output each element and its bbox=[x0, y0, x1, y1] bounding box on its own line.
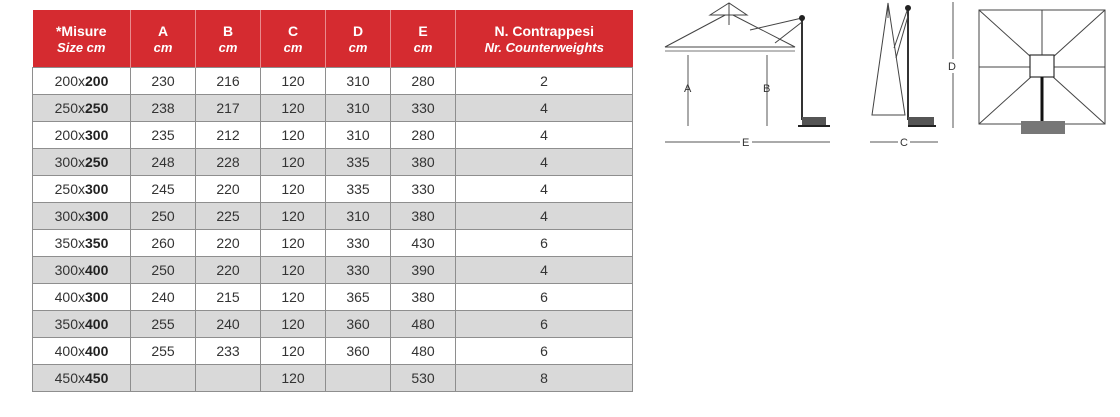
size-spec-table bbox=[32, 10, 633, 392]
dimension-label-b: B bbox=[763, 83, 771, 95]
column-header-a bbox=[131, 11, 196, 68]
table-row bbox=[33, 230, 633, 257]
cell-c: 120 bbox=[261, 68, 326, 95]
column-header-unit: cm bbox=[413, 39, 433, 55]
cell-d: 310 bbox=[326, 68, 391, 95]
cell-n: 4 bbox=[456, 176, 633, 203]
column-header-counterweights bbox=[456, 11, 633, 68]
cell-e: 380 bbox=[391, 203, 456, 230]
cell-a bbox=[131, 365, 196, 392]
cell-a: 235 bbox=[131, 122, 196, 149]
table-row bbox=[33, 122, 633, 149]
cell-n: 6 bbox=[456, 338, 633, 365]
cell-e: 280 bbox=[391, 122, 456, 149]
column-header-size bbox=[33, 11, 131, 68]
cell-a: 255 bbox=[131, 311, 196, 338]
size-height: 250 bbox=[85, 154, 109, 170]
size-width: 250x bbox=[54, 181, 85, 197]
table-row bbox=[33, 365, 633, 392]
dimension-label-d: D bbox=[948, 61, 956, 73]
cell-n: 4 bbox=[456, 257, 633, 284]
size-height: 200 bbox=[85, 73, 109, 89]
cell-c: 120 bbox=[261, 257, 326, 284]
table-row bbox=[33, 284, 633, 311]
cell-a: 245 bbox=[131, 176, 196, 203]
size-height: 300 bbox=[85, 181, 109, 197]
column-header-title: A bbox=[157, 22, 169, 39]
column-header-unit: cm bbox=[348, 39, 368, 55]
column-header-c bbox=[261, 11, 326, 68]
size-height: 400 bbox=[85, 262, 109, 278]
cell-e: 380 bbox=[391, 149, 456, 176]
column-header-b bbox=[196, 11, 261, 68]
cell-n: 4 bbox=[456, 95, 633, 122]
column-header-unit: cm bbox=[283, 39, 303, 55]
size-width: 400x bbox=[54, 289, 85, 305]
size-height: 350 bbox=[85, 235, 109, 251]
cell-b: 220 bbox=[196, 257, 261, 284]
cell-n: 8 bbox=[456, 365, 633, 392]
cell-b: 215 bbox=[196, 284, 261, 311]
size-cell bbox=[33, 176, 131, 203]
cell-a: 238 bbox=[131, 95, 196, 122]
size-cell bbox=[33, 365, 131, 392]
cell-c: 120 bbox=[261, 284, 326, 311]
cell-d bbox=[326, 365, 391, 392]
cell-e: 330 bbox=[391, 176, 456, 203]
size-width: 350x bbox=[54, 316, 85, 332]
column-header-title: E bbox=[418, 22, 428, 39]
counterweight-base bbox=[802, 117, 826, 126]
column-header-d bbox=[326, 11, 391, 68]
cell-n: 4 bbox=[456, 149, 633, 176]
cell-b: 217 bbox=[196, 95, 261, 122]
side-view-diagram bbox=[665, 3, 830, 142]
top-view-counterweight bbox=[1021, 121, 1065, 134]
size-width: 300x bbox=[54, 208, 85, 224]
size-cell bbox=[33, 68, 131, 95]
cell-b bbox=[196, 365, 261, 392]
size-cell bbox=[33, 95, 131, 122]
column-header-unit: cm bbox=[218, 39, 238, 55]
closed-view-diagram bbox=[870, 3, 938, 142]
cell-n: 4 bbox=[456, 203, 633, 230]
cell-c: 120 bbox=[261, 311, 326, 338]
size-height: 400 bbox=[85, 343, 109, 359]
cell-d: 310 bbox=[326, 95, 391, 122]
table-row bbox=[33, 203, 633, 230]
column-header-unit: Size cm bbox=[57, 39, 106, 55]
cell-c: 120 bbox=[261, 122, 326, 149]
cell-c: 120 bbox=[261, 230, 326, 257]
cell-a: 250 bbox=[131, 257, 196, 284]
cell-e: 430 bbox=[391, 230, 456, 257]
size-height: 300 bbox=[85, 127, 109, 143]
size-height: 300 bbox=[85, 289, 109, 305]
size-cell bbox=[33, 284, 131, 311]
cell-b: 220 bbox=[196, 230, 261, 257]
cell-d: 330 bbox=[326, 230, 391, 257]
cell-n: 4 bbox=[456, 122, 633, 149]
table-row bbox=[33, 176, 633, 203]
size-width: 300x bbox=[54, 262, 85, 278]
cell-e: 480 bbox=[391, 338, 456, 365]
size-cell bbox=[33, 203, 131, 230]
cell-e: 390 bbox=[391, 257, 456, 284]
size-cell bbox=[33, 257, 131, 284]
cell-d: 330 bbox=[326, 257, 391, 284]
size-width: 450x bbox=[54, 370, 85, 386]
column-header-e bbox=[391, 11, 456, 68]
table-row bbox=[33, 257, 633, 284]
cell-a: 255 bbox=[131, 338, 196, 365]
column-header-title: *Misure bbox=[55, 22, 107, 39]
size-cell bbox=[33, 149, 131, 176]
dimension-label-e: E bbox=[742, 137, 750, 149]
table-row bbox=[33, 311, 633, 338]
cell-d: 360 bbox=[326, 311, 391, 338]
table-row bbox=[33, 149, 633, 176]
cell-e: 280 bbox=[391, 68, 456, 95]
cell-n: 6 bbox=[456, 311, 633, 338]
table-row bbox=[33, 95, 633, 122]
size-height: 300 bbox=[85, 208, 109, 224]
column-header-title: D bbox=[352, 22, 364, 39]
cell-c: 120 bbox=[261, 365, 326, 392]
cell-a: 230 bbox=[131, 68, 196, 95]
size-cell bbox=[33, 122, 131, 149]
size-width: 300x bbox=[54, 154, 85, 170]
size-height: 250 bbox=[85, 100, 109, 116]
cell-a: 260 bbox=[131, 230, 196, 257]
cell-e: 530 bbox=[391, 365, 456, 392]
column-header-unit: cm bbox=[153, 39, 173, 55]
size-cell bbox=[33, 338, 131, 365]
cell-c: 120 bbox=[261, 176, 326, 203]
size-cell bbox=[33, 230, 131, 257]
cell-e: 380 bbox=[391, 284, 456, 311]
dimension-label-a: A bbox=[684, 83, 692, 95]
size-width: 350x bbox=[54, 235, 85, 251]
dimension-label-c: C bbox=[900, 137, 908, 149]
size-height: 400 bbox=[85, 316, 109, 332]
cell-c: 120 bbox=[261, 203, 326, 230]
table-header-row bbox=[33, 11, 633, 68]
cell-c: 120 bbox=[261, 149, 326, 176]
cell-d: 365 bbox=[326, 284, 391, 311]
cell-b: 216 bbox=[196, 68, 261, 95]
cell-b: 212 bbox=[196, 122, 261, 149]
size-height: 450 bbox=[85, 370, 109, 386]
cell-e: 330 bbox=[391, 95, 456, 122]
top-view-diagram bbox=[953, 2, 1105, 134]
cell-a: 250 bbox=[131, 203, 196, 230]
size-width: 200x bbox=[54, 127, 85, 143]
column-header-unit: Nr. Counterweights bbox=[484, 39, 604, 55]
cell-d: 335 bbox=[326, 176, 391, 203]
cell-d: 310 bbox=[326, 122, 391, 149]
size-width: 400x bbox=[54, 343, 85, 359]
table-row bbox=[33, 68, 633, 95]
cell-b: 233 bbox=[196, 338, 261, 365]
size-width: 200x bbox=[54, 73, 85, 89]
cell-a: 248 bbox=[131, 149, 196, 176]
cell-c: 120 bbox=[261, 338, 326, 365]
size-width: 250x bbox=[54, 100, 85, 116]
cell-d: 335 bbox=[326, 149, 391, 176]
cell-d: 360 bbox=[326, 338, 391, 365]
size-cell bbox=[33, 311, 131, 338]
cell-e: 480 bbox=[391, 311, 456, 338]
canopy-shape bbox=[665, 13, 795, 47]
column-header-title: N. Contrappesi bbox=[494, 22, 595, 39]
cell-c: 120 bbox=[261, 95, 326, 122]
column-header-title: B bbox=[222, 22, 234, 39]
table-body bbox=[33, 68, 633, 392]
cell-b: 240 bbox=[196, 311, 261, 338]
cell-n: 2 bbox=[456, 68, 633, 95]
cell-b: 225 bbox=[196, 203, 261, 230]
cell-n: 6 bbox=[456, 230, 633, 257]
column-header-title: C bbox=[287, 22, 299, 39]
table-row bbox=[33, 338, 633, 365]
cell-a: 240 bbox=[131, 284, 196, 311]
cell-d: 310 bbox=[326, 203, 391, 230]
cell-b: 220 bbox=[196, 176, 261, 203]
cell-b: 228 bbox=[196, 149, 261, 176]
umbrella-dimension-diagrams bbox=[655, 0, 1115, 160]
cell-n: 6 bbox=[456, 284, 633, 311]
